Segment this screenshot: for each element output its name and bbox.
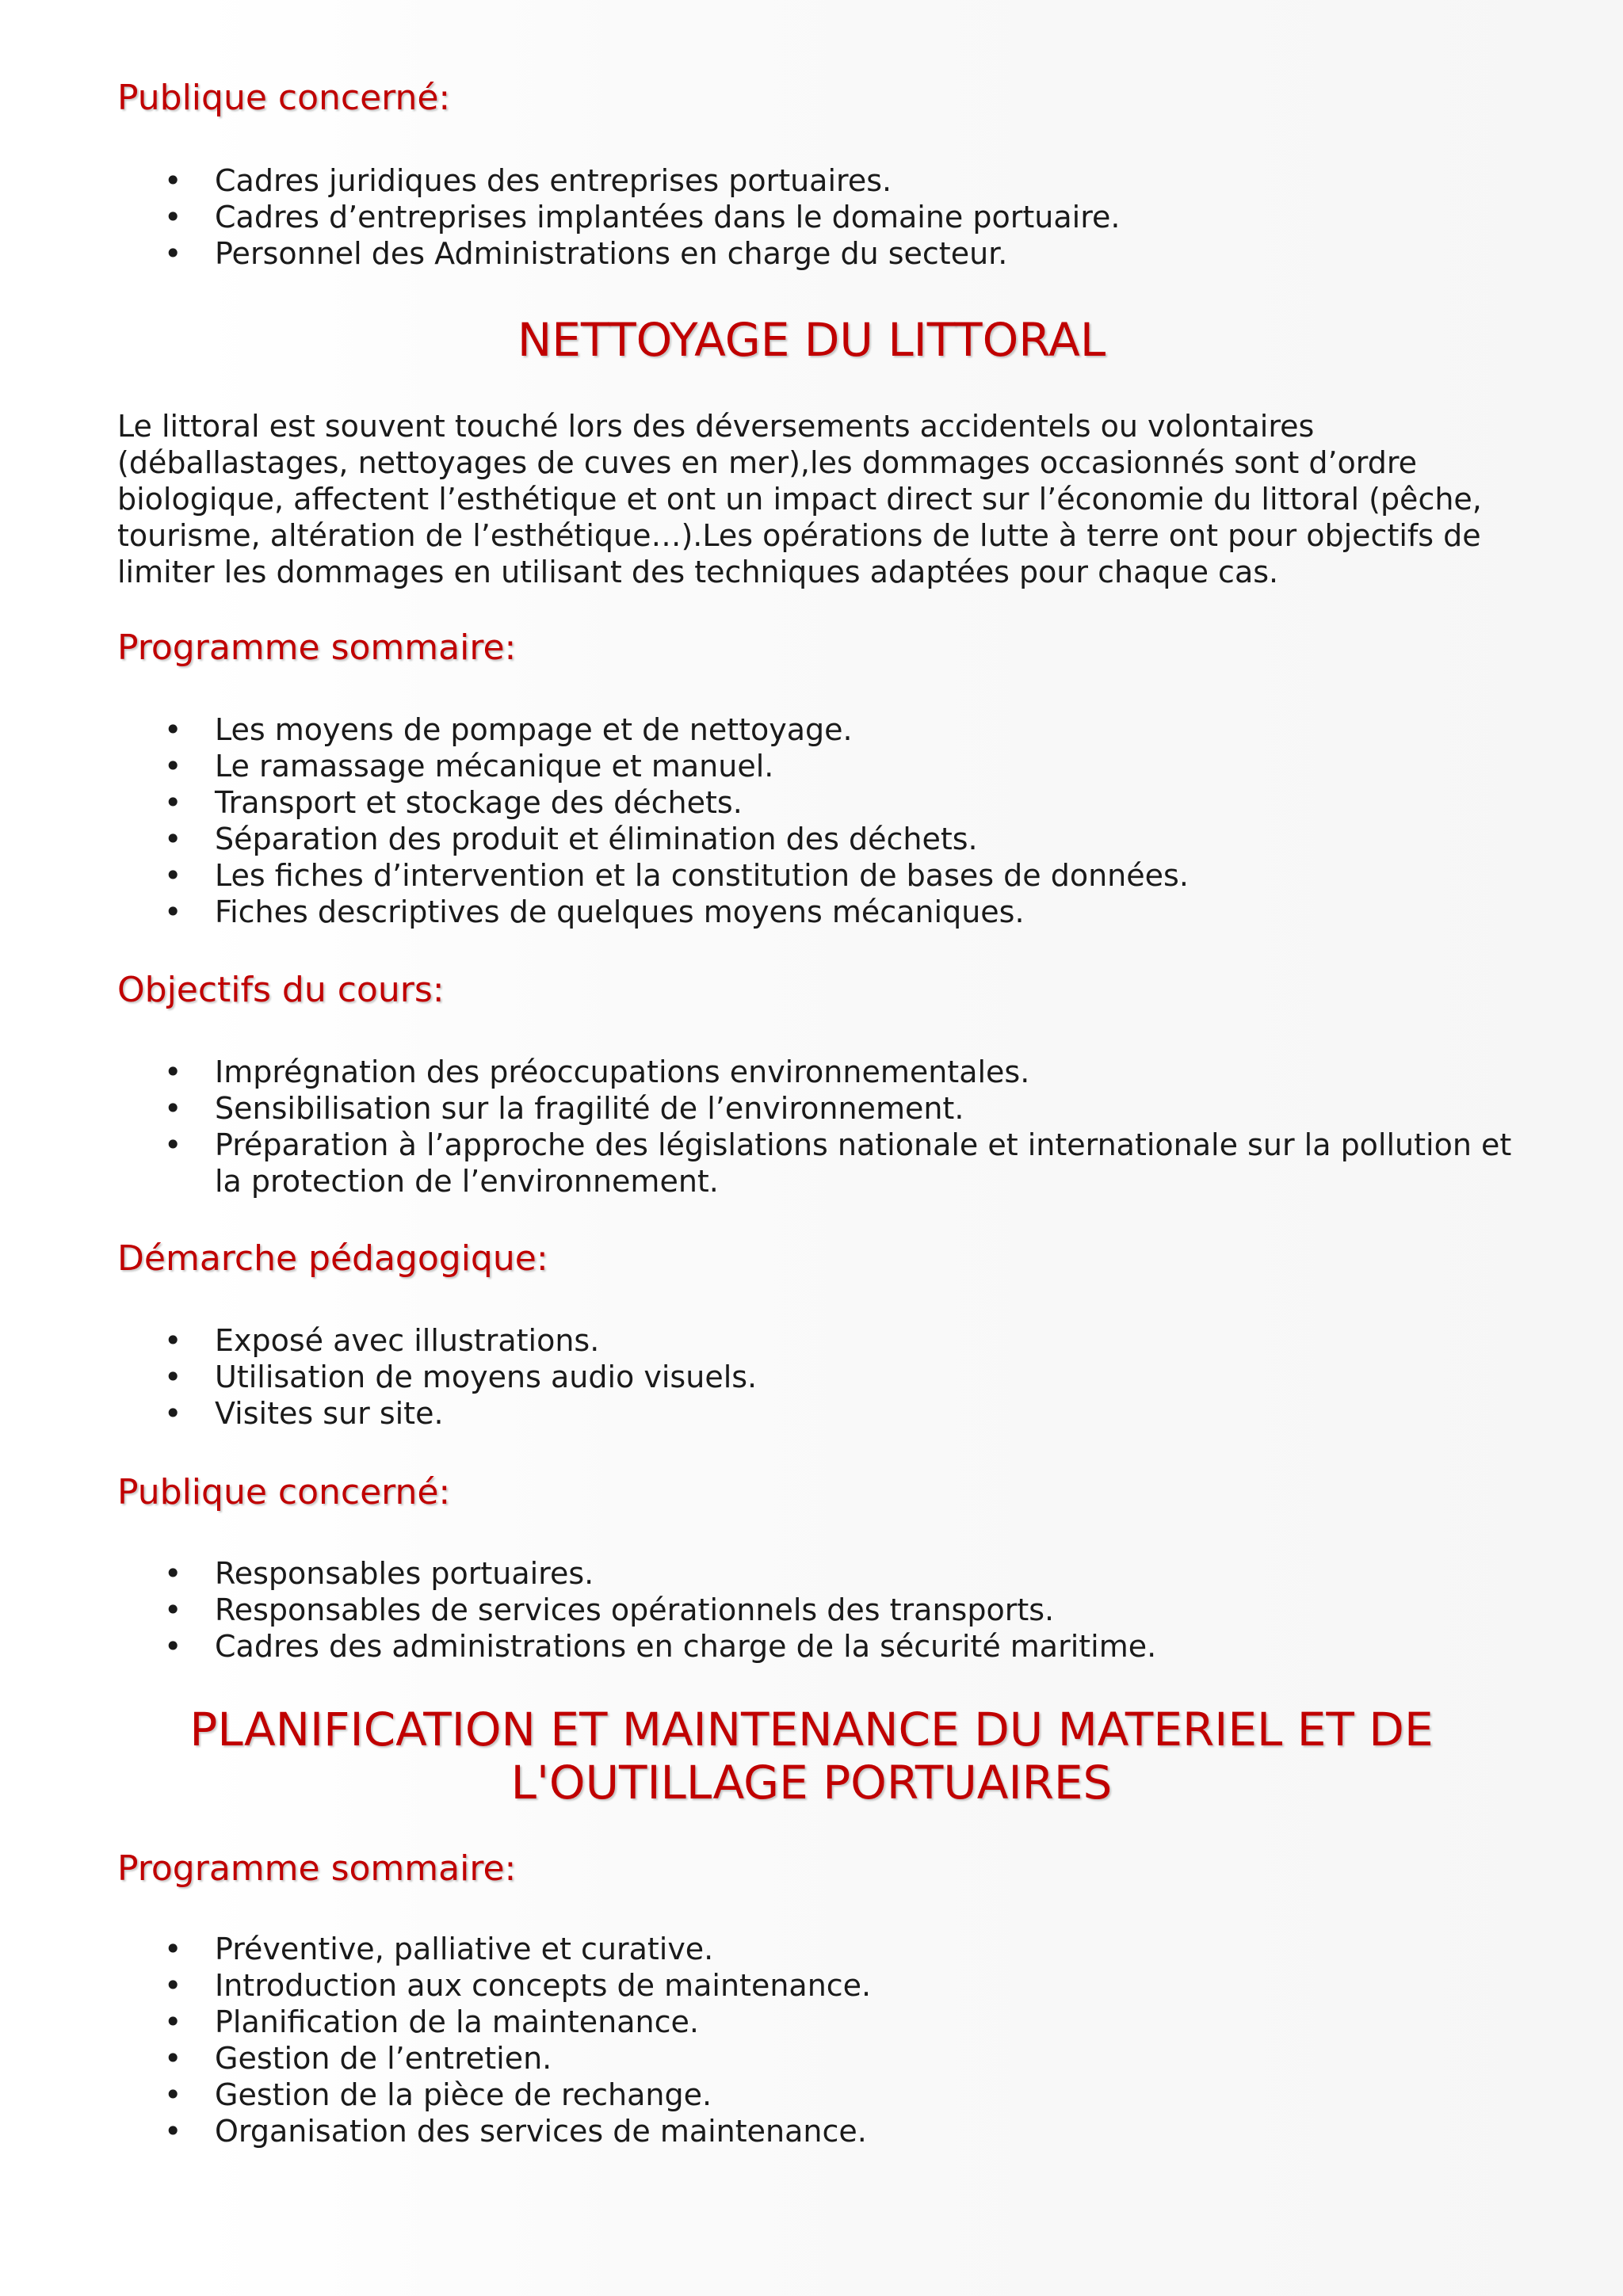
list-item: • Cadres des administrations en charge de la sécurité maritime.	[0, 1628, 1514, 1665]
section-heading-publique-2: Publique concerné:	[117, 1472, 451, 1512]
list-item: • Cadres juridiques des entreprises portuaires.	[0, 162, 1514, 199]
list-item: • Les fiches d’intervention et la constitution de bases de données.	[0, 857, 1514, 894]
list-item: • Sensibilisation sur la fragilité de l’environnement.	[0, 1090, 1514, 1127]
title-line: PLANIFICATION ET MAINTENANCE DU MATERIEL ET DE	[189, 1703, 1434, 1756]
methodology-list	[0, 1322, 1514, 1432]
list-item: • Les moyens de pompage et de nettoyage.	[0, 711, 1514, 748]
maintenance-programme-list	[0, 1931, 1514, 2149]
section-heading-programme-2: Programme sommaire:	[117, 1848, 517, 1889]
list-item: • Transport et stockage des déchets.	[0, 784, 1514, 821]
audience-list	[0, 162, 1514, 272]
list-item: • Introduction aux concepts de maintenance.	[0, 1967, 1514, 2004]
audience-list-2	[0, 1555, 1514, 1665]
objectives-list	[0, 1054, 1514, 1199]
list-item: • Visites sur site.	[0, 1395, 1514, 1432]
section-heading-publique: Publique concerné:	[117, 78, 451, 118]
list-item: • Responsables de services opérationnels des transports.	[0, 1592, 1514, 1628]
list-item: • Personnel des Administrations en charge du secteur.	[0, 235, 1514, 272]
section-heading-demarche: Démarche pédagogique:	[117, 1238, 548, 1279]
list-item: • Le ramassage mécanique et manuel.	[0, 748, 1514, 784]
list-item: • Organisation des services de maintenance.	[0, 2113, 1514, 2149]
section-title-nettoyage: NETTOYAGE DU LITTORAL	[517, 313, 1106, 367]
title-line: L'OUTILLAGE PORTUAIRES	[510, 1756, 1113, 1810]
section-heading-programme: Programme sommaire:	[117, 627, 517, 668]
list-item: • Séparation des produit et élimination des déchets.	[0, 821, 1514, 857]
list-item: • Fiches descriptives de quelques moyens mécaniques.	[0, 894, 1514, 930]
section-title-planification	[0, 1703, 1623, 1810]
list-item: • Responsables portuaires.	[0, 1555, 1514, 1592]
list-item: • Planification de la maintenance.	[0, 2004, 1514, 2040]
section-heading-objectifs: Objectifs du cours:	[117, 970, 445, 1010]
programme-list	[0, 711, 1514, 930]
list-item: • Utilisation de moyens audio visuels.	[0, 1359, 1514, 1395]
list-item: • Préventive, palliative et curative.	[0, 1931, 1514, 1967]
list-item: • Cadres d’entreprises implantées dans le domaine portuaire.	[0, 199, 1514, 235]
list-item: • Exposé avec illustrations.	[0, 1322, 1514, 1359]
list-item: • Imprégnation des préoccupations environnementales.	[0, 1054, 1514, 1090]
list-item: • Préparation à l’approche des législations nationale et internationale sur la pollution et la protection de l’environnement.	[0, 1127, 1514, 1199]
intro-paragraph: Le littoral est souvent touché lors des déversements accidentels ou volontaires (déballastages, nettoyages de cuves en mer),les dommages occasionnés sont d’ordre biologique, affectent l’esthétique et ont un impact direct sur l’économie du littoral (pêche, tourisme, altération de l’esthétique…).Les opérations de lutte à terre ont pour objectifs de limiter les dommages en utilisant des techniques adaptées pour chaque cas.	[117, 409, 1482, 589]
list-item: • Gestion de l’entretien.	[0, 2040, 1514, 2077]
list-item: • Gestion de la pièce de rechange.	[0, 2077, 1514, 2113]
